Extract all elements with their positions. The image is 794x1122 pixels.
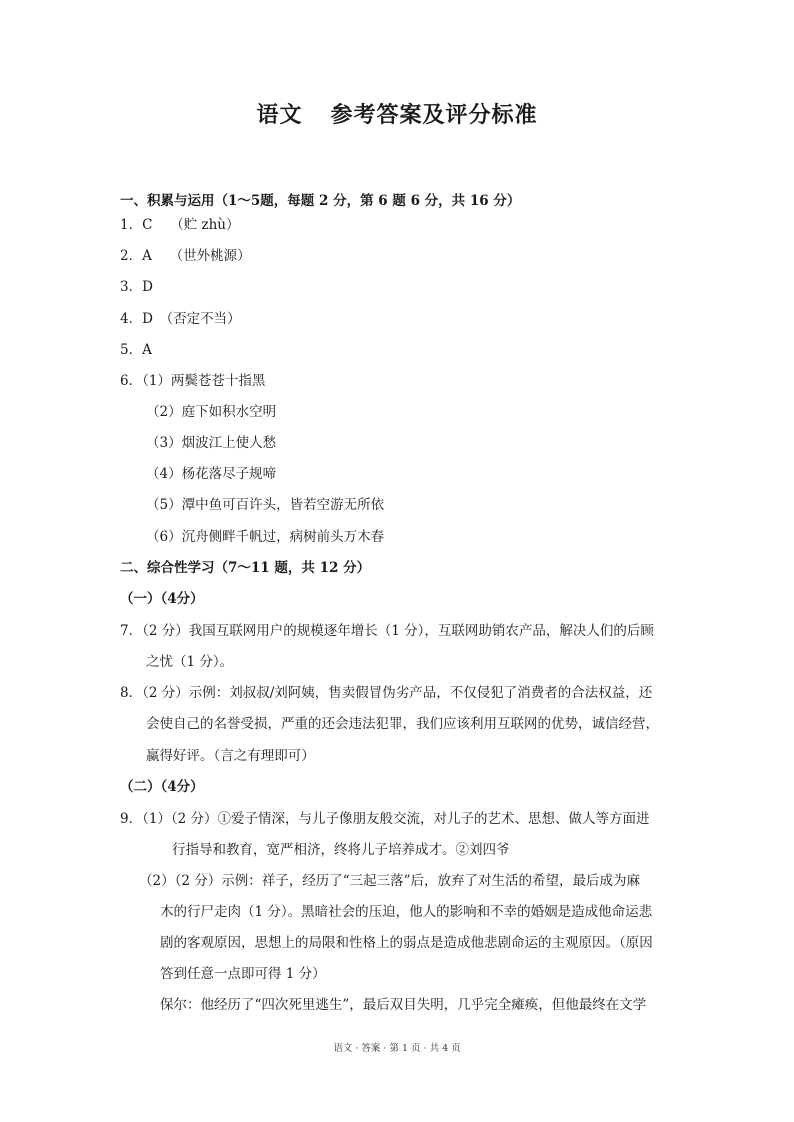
answer-line: 答到任意一点即可得 1 分） (160, 966, 326, 982)
answer-line: 4．D （否定不当） (120, 311, 241, 327)
answer-line: （6）沉舟侧畔千帆过，病树前头万木春 (146, 529, 385, 545)
answer-line: 行指导和教育，宽严相济，终将儿子培养成才。②刘四爷 (172, 842, 510, 858)
answer-line: 3．D (120, 279, 153, 295)
section-heading: 二、综合性学习（7～11 题，共 12 分） (120, 560, 371, 576)
answer-line: 剧的客观原因，思想上的局限和性格上的弱点是造成他悲剧命运的主观原因。（原因 (160, 935, 653, 951)
answer-line: 之忧（1 分）。 (146, 654, 234, 670)
answer-line: 9．（1）（2 分）①爱子情深，与儿子像朋友般交流，对儿子的艺术、思想、做人等方面进 (120, 811, 650, 827)
page-footer: 语文 · 答案 · 第 1 页 · 共 4 页 (333, 1043, 461, 1054)
answer-line: 会使自己的名誉受损，严重的还会违法犯罪，我们应该利用互联网的优势，诚信经营， (146, 716, 659, 732)
answer-line: 2．A （世外桃源） (120, 248, 251, 264)
answer-line: 8．（2 分）示例：刘叔叔/刘阿姨，售卖假冒伪劣产品，不仅侵犯了消费者的合法权益，还 (120, 685, 653, 701)
answer-line: 木的行尸走肉（1 分）。黑暗社会的压迫，他人的影响和不幸的婚姻是造成他命运悲 (160, 904, 653, 920)
page-title (0, 98, 794, 129)
title-heading: 参考答案及评分标准 (330, 102, 538, 128)
subsection-heading: （二）（4分） (120, 779, 204, 795)
answer-line: 5．A (120, 342, 152, 358)
answer-line: （5）潭中鱼可百许头，皆若空游无所依 (146, 497, 385, 513)
answer-line: 1．C （贮 zhù） (120, 217, 240, 233)
section-heading: 一、积累与运用（1～5题，每题 2 分，第 6 题 6 分，共 16 分） (120, 193, 521, 209)
answer-line: 6．（1）两鬓苍苍十指黑 (120, 373, 266, 389)
answer-line: 赢得好评。（言之有理即可） (146, 748, 315, 764)
answer-line: 保尔：他经历了“四次死里逃生”，最后双目失明，几乎完全瘫痪，但他最终在文学 (160, 997, 647, 1013)
answer-line: 7．（2 分）我国互联网用户的规模逐年增长（1 分），互联网助销农产品，解决人们的后顾 (120, 623, 654, 639)
title-subject: 语文 (256, 102, 303, 128)
answer-line: （2）庭下如积水空明 (146, 404, 277, 420)
subsection-heading: （一）（4分） (120, 591, 204, 607)
answer-line: （4）杨花落尽子规啼 (146, 466, 277, 482)
answer-line: （2）（2 分）示例：祥子，经历了“三起三落”后，放弃了对生活的希望，最后成为麻 (139, 873, 641, 889)
answer-line: （3）烟波江上使人愁 (146, 435, 277, 451)
